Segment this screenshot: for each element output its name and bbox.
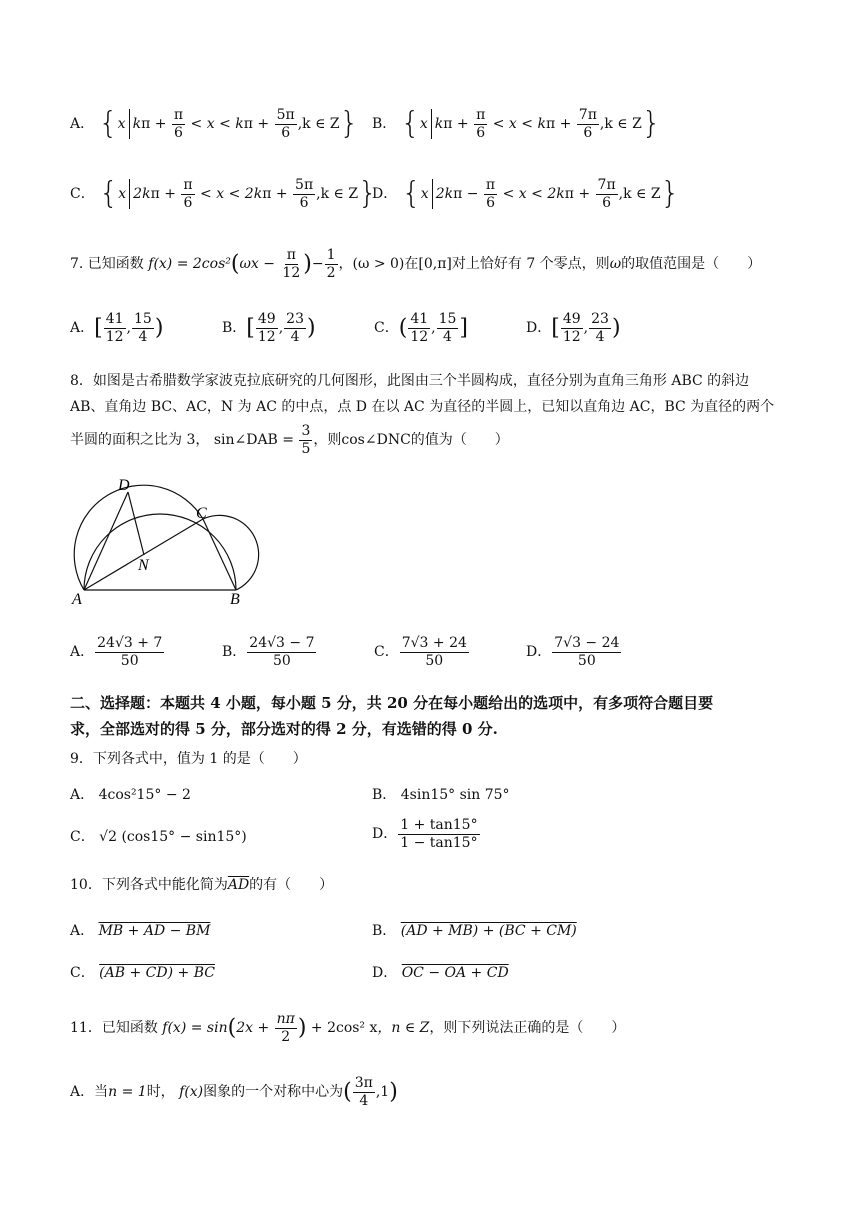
k-term: k <box>132 116 142 133</box>
q10-option-d[interactable]: D． OC − OA + CD <box>372 965 509 981</box>
q6-option-d[interactable]: D． {x 2kπ − $\frac{\pi}{6}$ < x < 2kπ + $\frac{7\pi}{6}$ ,k ∈ Z} <box>372 176 680 212</box>
q11-option-a[interactable]: A．当n = 1时， f(x)图象的一个对称中心为( $\frac{3\pi}{4}$ ,1) <box>70 1075 398 1109</box>
q7-option-d[interactable]: D．[ $\frac{49}{12}$ , $\frac{23}{4}$ ) <box>526 311 621 345</box>
q8-stem-line3: 半圆的面积之比为 3， sin∠DAB = $\frac{3}{5}$ ，则cos∠DNC的值为（ ） <box>70 423 509 457</box>
set-var: x <box>117 116 126 133</box>
q6-option-a[interactable]: A． {x kπ + $\frac{\pi}{6}$ < x < kπ + $\frac{5\pi}{6}$ ,k ∈ Z} <box>70 106 359 142</box>
q6-option-b[interactable]: B． {x kπ + $\frac{\pi}{6}$ < x < kπ + $\frac{7\pi}{6}$ ,k ∈ Z} <box>372 106 661 142</box>
function-expr: f(x) = 2cos² <box>148 256 231 273</box>
q9-stem: 9．下列各式中，值为 1 的是（ ） <box>70 751 307 767</box>
option-label: C． <box>70 186 95 203</box>
q7-option-b[interactable]: B．[ $\frac{49}{12}$ , $\frac{23}{4}$ ) <box>222 311 316 345</box>
label-a: A <box>72 591 82 608</box>
q10-option-a[interactable]: A． MB + AD − BM <box>70 923 211 939</box>
q9-option-d[interactable]: D． $\frac{1 + \tan 15^\circ}{1 - \tan 15^\circ}$ <box>372 817 478 851</box>
vector-ad: $\overline{AD}$ <box>227 877 250 893</box>
q8-stem-line1: 8．如图是古希腊数学家波克拉底研究的几何图形，此图由三个半圆构成，直径分别为直角三角形 ABC 的斜边 <box>70 373 750 389</box>
q8-stem-line2: AB、直角边 BC、AC，N 为 AC 的中点，点 D 在以 AC 为直径的半圆上，已知以直角边 AC，BC 为直径的两个 <box>70 399 775 415</box>
semicircle-ab <box>84 514 236 590</box>
label-c: C <box>196 505 207 522</box>
option-label: B． <box>372 116 397 133</box>
q10-option-b[interactable]: B． (AD + MB) + (BC + CM) <box>372 923 577 939</box>
q8-option-c[interactable]: C． $\frac{7√3 + 24}{50}$ <box>374 635 467 669</box>
q10-stem: 10．下列各式中能化简为$\overline{AD}$的有（ ） <box>70 877 334 893</box>
section-heading-line2: 求，全部选对的得 5 分，部分选对的得 2 分，有选错的得 0 分. <box>70 720 498 738</box>
q9-option-a[interactable]: A． 4cos²15° − 2 <box>70 787 191 803</box>
q7-stem: 7. 已知函数 f(x) = 2cos²(ωx − $\frac{\pi}{12}$ )− $\frac{1}{2}$ ，(ω > 0)在[0,π]对上恰好有 7 个零点，则ω的取值范围是（ ） <box>70 247 762 281</box>
q8-option-d[interactable]: D． $\frac{7√3 - 24}{50}$ <box>526 635 620 669</box>
label-n: N <box>138 557 149 574</box>
q7-option-c[interactable]: C．( $\frac{41}{12}$ , $\frac{15}{4}$ ] <box>374 311 469 345</box>
label-d: D <box>118 477 130 494</box>
q10-option-c[interactable]: C． (AB + CD) + BC <box>70 965 215 981</box>
label-b: B <box>230 591 240 608</box>
q9-option-b[interactable]: B． 4sin15° sin 75° <box>372 787 510 803</box>
section-heading-line1: 二、选择题：本题共 4 小题，每小题 5 分，共 20 分在每小题给出的选项中，有多项符合题目要 <box>70 694 714 712</box>
q8-option-a[interactable]: A． $\frac{24√3 + 7}{50}$ <box>70 635 163 669</box>
option-label: A． <box>70 116 95 133</box>
q11-stem: 11．已知函数 f(x) = sin(2x + $\frac{n\pi}{2}$ ) + 2cos² x，n ∈ Z，则下列说法正确的是（ ） <box>70 1011 626 1045</box>
q7-option-a[interactable]: A．[ $\frac{41}{12}$ , $\frac{15}{4}$ ) <box>70 311 164 345</box>
q9-option-c[interactable]: C． √2 (cos15° − sin15°) <box>70 829 247 845</box>
semicircle-ac <box>74 485 203 590</box>
q8-option-b[interactable]: B． $\frac{24√3 - 7}{50}$ <box>222 635 315 669</box>
option-label: D． <box>372 186 398 203</box>
q8-figure <box>60 470 270 620</box>
q6-option-c[interactable]: C． {x 2kπ + $\frac{\pi}{6}$ < x < 2kπ + $\frac{5\pi}{6}$ ,k ∈ Z} <box>70 176 378 212</box>
